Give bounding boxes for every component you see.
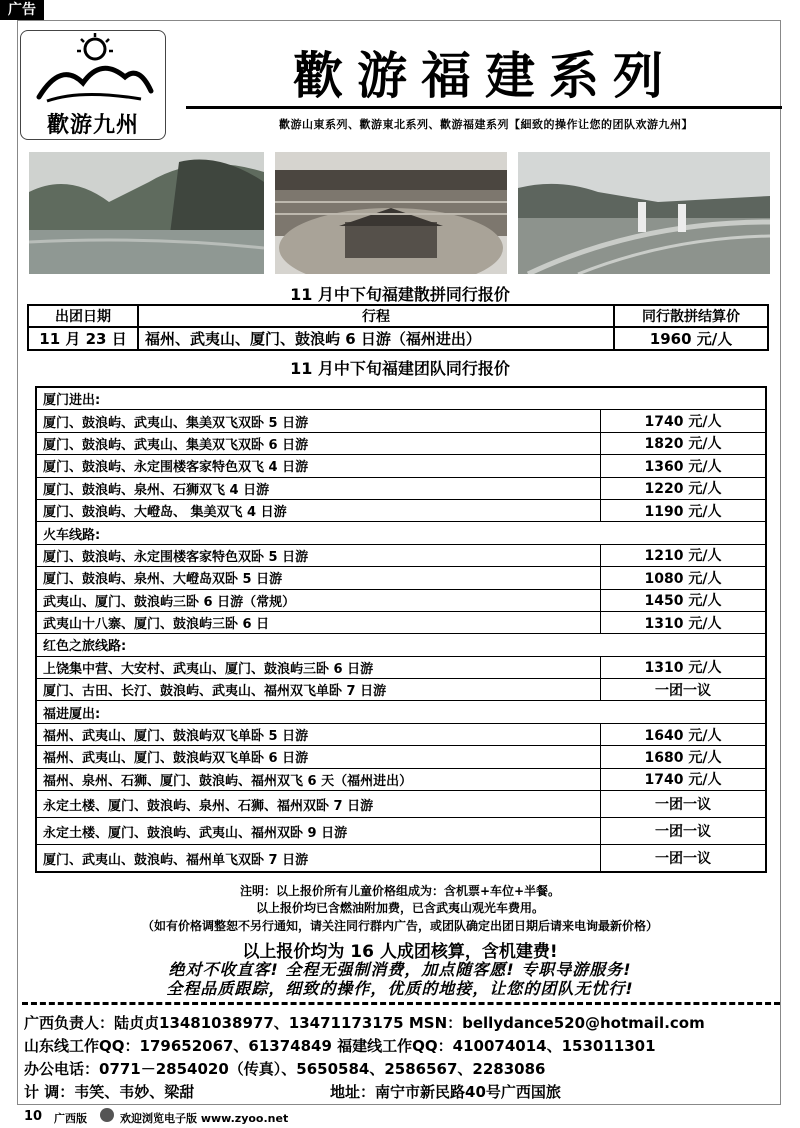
row-price: 1960 元/人 (614, 327, 768, 350)
group-section-title: 11 月中下旬福建团队同行报价 (290, 359, 510, 378)
contact-dispatch: 计 调：韦笑、韦妙、梁甜 (24, 1083, 195, 1101)
price: 1450 元/人 (601, 589, 767, 611)
route: 厦门、古田、长汀、鼓浪屿、武夷山、福州双飞单卧 7 日游 (36, 679, 601, 701)
table-row (36, 589, 766, 611)
table-row (36, 455, 766, 477)
edition-label: 广西版 (54, 1112, 87, 1125)
logo-emblem-icon (21, 31, 167, 109)
table-row (36, 679, 766, 701)
table-row (36, 544, 766, 566)
price: 1360 元/人 (601, 455, 767, 477)
footer (0, 1104, 800, 1128)
table-row (36, 768, 766, 790)
price: 1820 元/人 (601, 432, 767, 454)
route: 厦门、鼓浪屿、武夷山、集美双飞双卧 5 日游 (36, 410, 601, 432)
table-row (36, 746, 766, 768)
route: 厦门、武夷山、鼓浪屿、福州单飞双卧 7 日游 (36, 845, 601, 873)
table-row (36, 567, 766, 589)
page-title: 歡游福建系列 (293, 46, 677, 105)
photo-wuyishan (29, 152, 264, 274)
table-row (36, 611, 766, 633)
ad-tag: 广告 (0, 0, 44, 20)
table-row (36, 723, 766, 745)
page-subtitle: 歡游山東系列、歡游東北系列、歡游福建系列【細致的操作让您的团队欢游九州】 (279, 118, 693, 131)
price: 1210 元/人 (601, 544, 767, 566)
price: 一团一议 (601, 818, 767, 845)
route: 上饶集中营、大安村、武夷山、厦门、鼓浪屿三卧 6 日游 (36, 656, 601, 678)
table-row (28, 327, 768, 350)
price: 1190 元/人 (601, 499, 767, 521)
table-row (36, 477, 766, 499)
route: 厦门、鼓浪屿、泉州、石狮双飞 4 日游 (36, 477, 601, 499)
slogan-line-2: 全程品质跟踪，细致的操作，优质的地接，让您的团队无忧行! (166, 979, 634, 998)
price: 一团一议 (601, 791, 767, 818)
route: 厦门、鼓浪屿、泉州、大嶝岛双卧 5 日游 (36, 567, 601, 589)
table-row (36, 499, 766, 521)
route: 福州、泉州、石狮、厦门、鼓浪屿、福州双飞 6 天（福州进出） (36, 768, 601, 790)
category-xiamen: 厦门进出: (36, 387, 766, 410)
website-text: 欢迎浏览电子版 www.zyoo.net (120, 1112, 289, 1125)
page-number: 10 (24, 1109, 43, 1124)
table-row (36, 656, 766, 678)
title-divider (186, 106, 782, 109)
row-date: 11 月 23 日 (28, 327, 138, 350)
slogan-line-1: 绝对不收直客! 全程无强制消费，加点随客愿! 专职导游服务! (168, 960, 632, 979)
photo-tulou (275, 152, 507, 274)
price: 1310 元/人 (601, 611, 767, 633)
divider (22, 1002, 780, 1005)
route: 厦门、鼓浪屿、永定围楼客家特色双飞 4 日游 (36, 455, 601, 477)
route: 厦门、鼓浪屿、大嶝岛、 集美双飞 4 日游 (36, 499, 601, 521)
col-header-price: 同行散拼结算价 (614, 305, 768, 327)
group-size-banner: 以上报价均为 16 人成团核算，含机建费! (242, 942, 558, 962)
price: 一团一议 (601, 845, 767, 873)
price: 1310 元/人 (601, 656, 767, 678)
price: 1640 元/人 (601, 723, 767, 745)
category-train: 火车线路: (36, 522, 766, 544)
group-price-table (35, 386, 767, 873)
table-row (36, 818, 766, 845)
category-fuzhou-in-xiamen-out: 福进厦出: (36, 701, 766, 723)
note-price-change: （如有价格调整恕不另行通知，请关注同行群内广告，或团队确定出团日期后请来电询最新价格） (141, 919, 658, 933)
photo-xiamen (518, 152, 770, 274)
route: 福州、武夷山、厦门、鼓浪屿双飞单卧 5 日游 (36, 723, 601, 745)
contact-address: 地址：南宁市新民路40号广西国旅 (330, 1083, 561, 1101)
price: 1220 元/人 (601, 477, 767, 499)
scatter-price-table (27, 304, 769, 351)
price: 1740 元/人 (601, 410, 767, 432)
table-row (36, 791, 766, 818)
route: 福州、武夷山、厦门、鼓浪屿双飞单卧 6 日游 (36, 746, 601, 768)
route: 武夷山十八寨、厦门、鼓浪屿三卧 6 日 (36, 611, 601, 633)
row-route: 福州、武夷山、厦门、鼓浪屿 6 日游（福州进出） (138, 327, 614, 350)
logo-text: 歡游九州 (46, 112, 139, 138)
edition-logo-icon (100, 1108, 114, 1122)
category-red-tour: 红色之旅线路: (36, 634, 766, 656)
route: 永定土楼、厦门、鼓浪屿、武夷山、福州双卧 9 日游 (36, 818, 601, 845)
route: 厦门、鼓浪屿、永定围楼客家特色双卧 5 日游 (36, 544, 601, 566)
col-header-route: 行程 (138, 305, 614, 327)
contact-qq: 山东线工作QQ：179652067、61374849 福建线工作QQ：410074014、153011301 (24, 1037, 656, 1055)
table-row (36, 845, 766, 873)
note-children: 注明：以上报价所有儿童价格组成为：含机票+车位+半餐。 (239, 884, 561, 898)
route: 厦门、鼓浪屿、武夷山、集美双飞双卧 6 日游 (36, 432, 601, 454)
scatter-section-title: 11 月中下旬福建散拼同行报价 (290, 285, 510, 304)
note-fuel: 以上报价均已含燃油附加费，已含武夷山观光车费用。 (255, 901, 544, 915)
route: 武夷山、厦门、鼓浪屿三卧 6 日游（常规） (36, 589, 601, 611)
table-row (36, 410, 766, 432)
price: 1740 元/人 (601, 768, 767, 790)
contact-manager: 广西负责人：陆贞贞13481038977、13471173175 MSN：bellydance520@hotmail.com (24, 1014, 705, 1032)
price: 1080 元/人 (601, 567, 767, 589)
table-row (36, 432, 766, 454)
route: 永定土楼、厦门、鼓浪屿、泉州、石狮、福州双卧 7 日游 (36, 791, 601, 818)
price: 一团一议 (601, 679, 767, 701)
price: 1680 元/人 (601, 746, 767, 768)
col-header-date: 出团日期 (28, 305, 138, 327)
contact-office-phone: 办公电话：0771－2854020（传真）、5650584、2586567、2283086 (24, 1060, 546, 1078)
